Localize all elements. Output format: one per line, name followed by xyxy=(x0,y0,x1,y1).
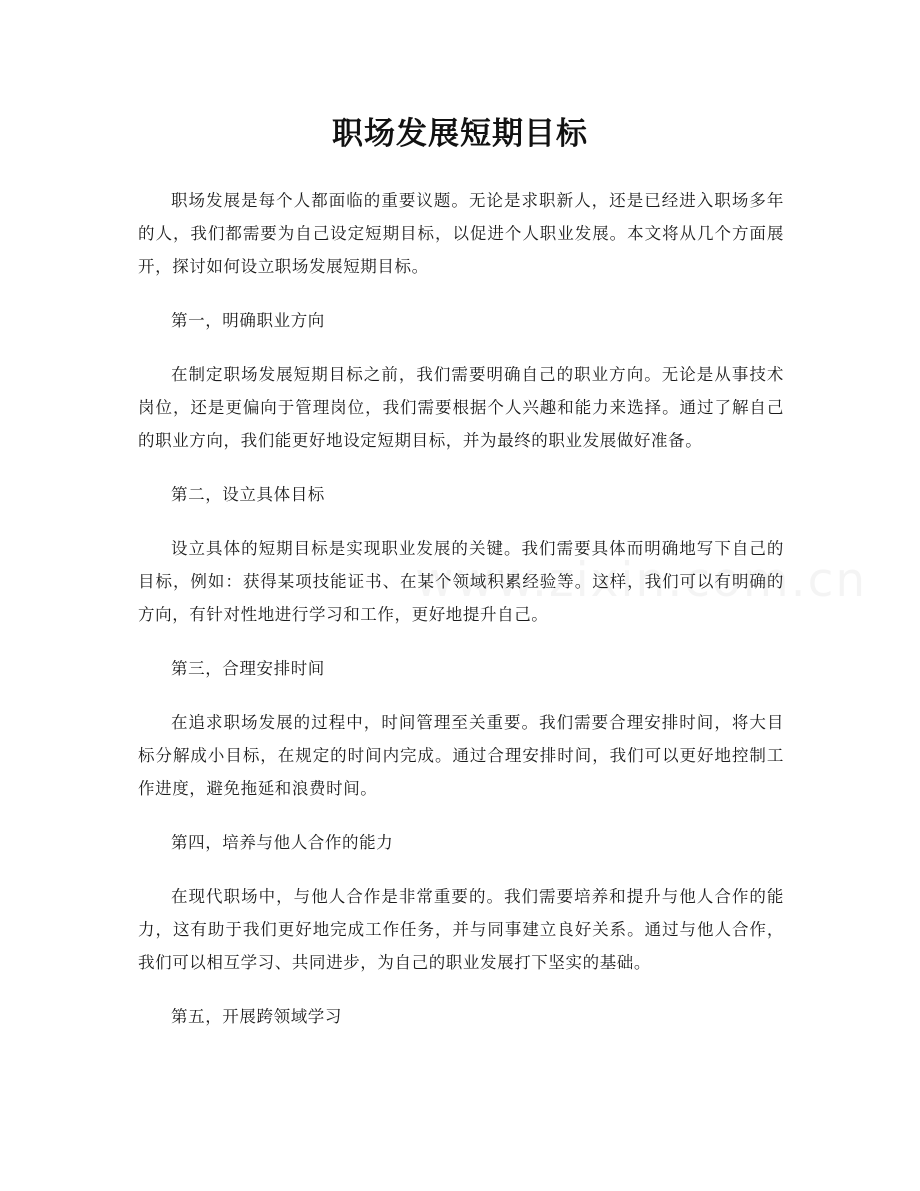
section-paragraph-4: 在现代职场中，与他人合作是非常重要的。我们需要培养和提升与他人合作的能力，这有助于我们更好地完成工作任务，并与同事建立良好关系。通过与他人合作，我们可以相互学习、共同进步，为自己的职业发展打下坚实的基础。 xyxy=(138,887,784,972)
document-body xyxy=(138,184,784,1033)
section-paragraph-3: 在追求职场发展的过程中，时间管理至关重要。我们需要合理安排时间，将大目标分解成小目标，在规定的时间内完成。通过合理安排时间，我们可以更好地控制工作进度，避免拖延和浪费时间。 xyxy=(138,713,784,798)
section-heading-1: 第一，明确职业方向 xyxy=(171,311,325,330)
section-heading-4: 第四，培养与他人合作的能力 xyxy=(171,833,394,852)
section-paragraph-2: 设立具体的短期目标是实现职业发展的关键。我们需要具体而明确地写下自己的目标，例如：获得某项技能证书、在某个领域积累经验等。这样，我们可以有明确的方向，有针对性地进行学习和工作，更好地提升自己。 xyxy=(138,539,784,624)
intro-paragraph: 职场发展是每个人都面临的重要议题。无论是求职新人，还是已经进入职场多年的人，我们都需要为自己设定短期目标，以促进个人职业发展。本文将从几个方面展开，探讨如何设立职场发展短期目标。 xyxy=(138,191,784,276)
section-paragraph-1: 在制定职场发展短期目标之前，我们需要明确自己的职业方向。无论是从事技术岗位，还是更偏向于管理岗位，我们需要根据个人兴趣和能力来选择。通过了解自己的职业方向，我们能更好地设定短期目标，并为最终的职业发展做好准备。 xyxy=(138,365,784,450)
document-title: 职场发展短期目标 xyxy=(332,116,588,152)
section-heading-5: 第五，开展跨领域学习 xyxy=(171,1007,342,1026)
section-heading-3: 第三，合理安排时间 xyxy=(171,659,325,678)
section-heading-2: 第二，设立具体目标 xyxy=(171,485,325,504)
